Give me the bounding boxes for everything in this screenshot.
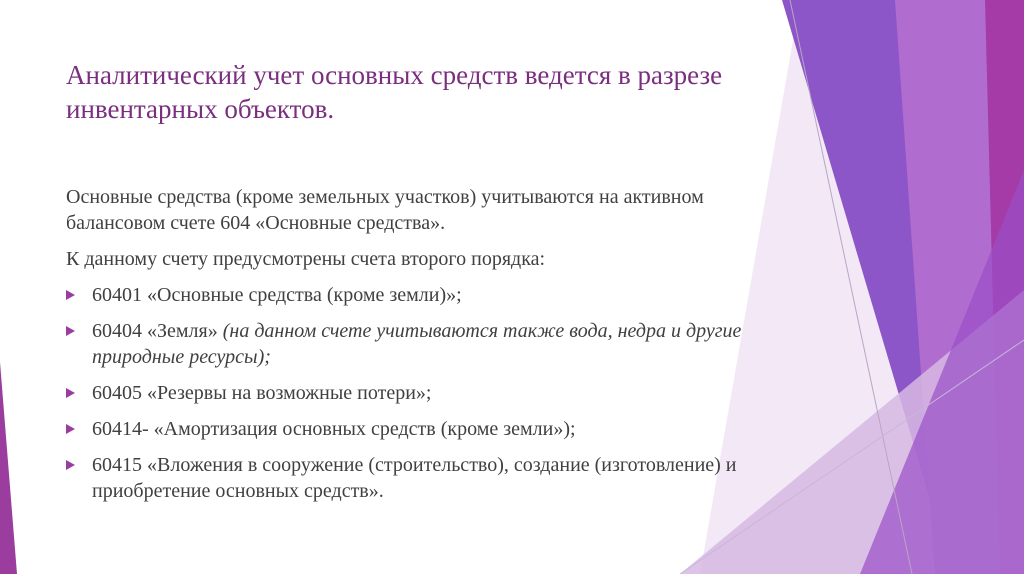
list-item-text: 60405 «Резервы на возможные потери»;: [92, 382, 432, 404]
paragraph-second-order-accounts: К данному счету предусмотрены счета второго порядка:: [66, 248, 546, 270]
list-item-note: (на данном счете учитываются также вода, недра и другие природные ресурсы);: [92, 320, 742, 368]
list-item: [66, 416, 786, 442]
triangle-right-icon: [66, 326, 75, 336]
list-item: [66, 380, 786, 406]
left-accent-shape: [0, 362, 17, 574]
triangle-right-icon: [66, 424, 75, 434]
slide-content: [66, 184, 786, 514]
list-item-text: 60415 «Вложения в сооружение (строительство), создание (изготовление) и приобретение основных средств».: [92, 454, 737, 502]
slide-title: Аналитический учет основных средств ведется в разрезе инвентарных объектов.: [66, 60, 723, 124]
list-item-text: 60414- «Амортизация основных средств (кроме земли»);: [92, 418, 576, 440]
triangle-right-icon: [66, 460, 75, 470]
list-item: [66, 452, 786, 504]
list-item-text: 60404 «Земля»: [92, 320, 223, 342]
triangle-right-icon: [66, 388, 75, 398]
list-item: [66, 282, 786, 308]
list-item: [66, 318, 786, 370]
list-item-text: 60401 «Основные средства (кроме земли)»;: [92, 284, 462, 306]
paragraph-account-604: Основные средства (кроме земельных участков) учитываются на активном балансовом счете 604 «Основные средства».: [66, 186, 704, 234]
accounts-list: [66, 282, 786, 504]
triangle-right-icon: [66, 290, 75, 300]
